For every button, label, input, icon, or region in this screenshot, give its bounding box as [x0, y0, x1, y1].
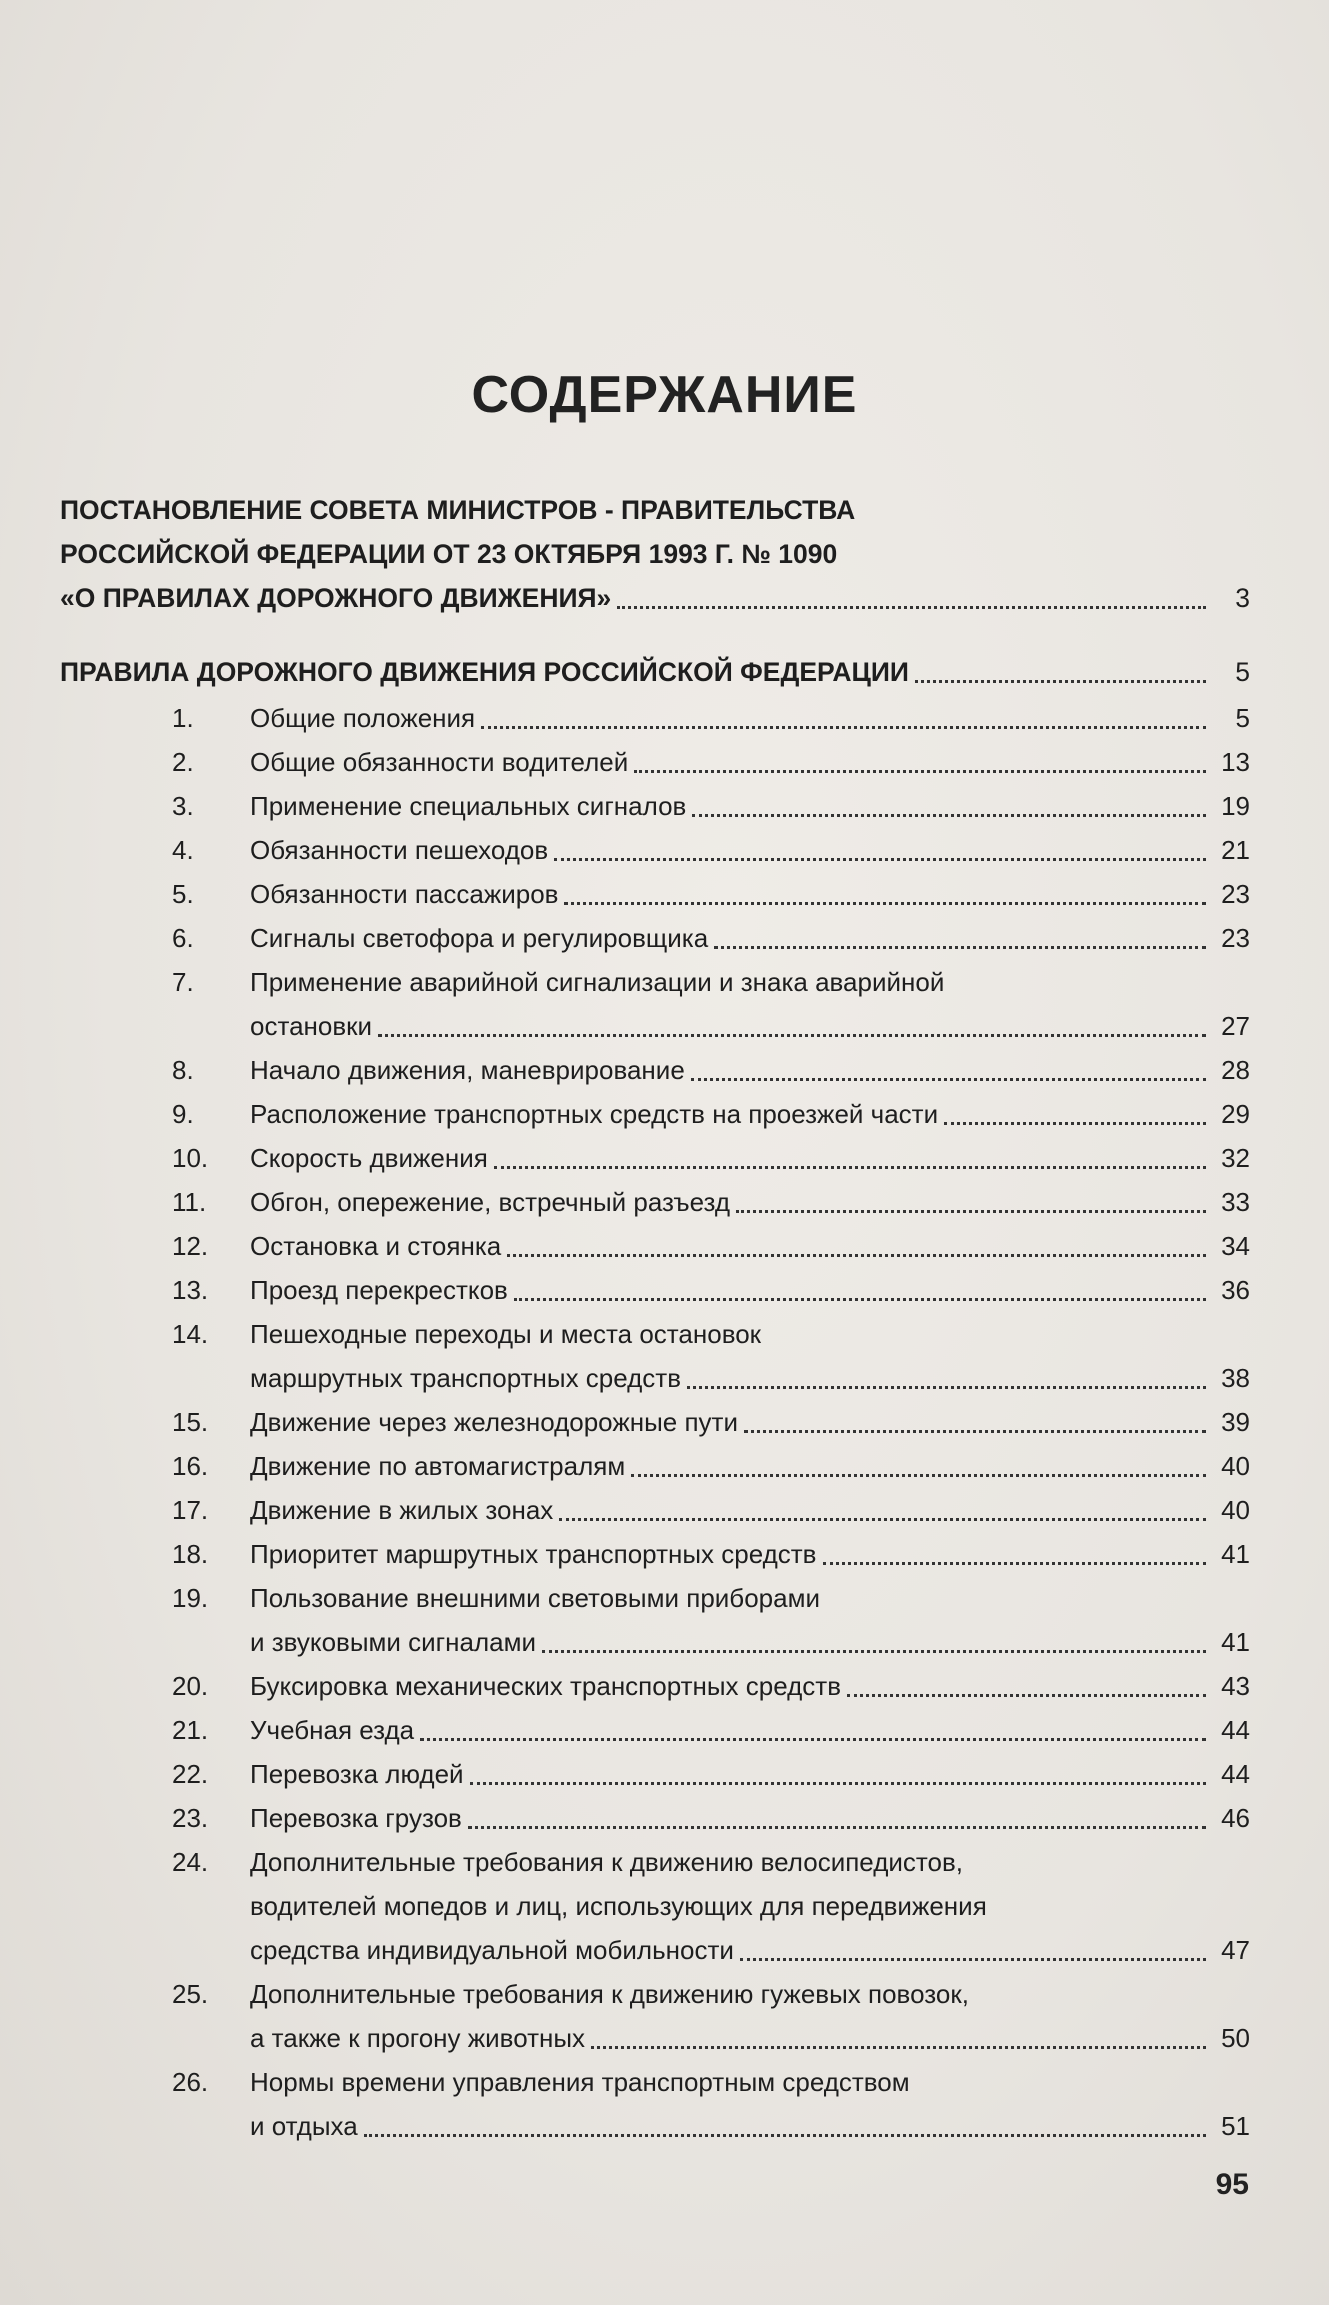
toc-entry-line: Пользование внешними световыми приборами: [250, 1583, 820, 1613]
toc-page-number: 21: [1221, 835, 1250, 865]
toc-entry-line: Перевозка людей: [250, 1759, 464, 1789]
toc-entry-line: средства индивидуальной мобильности: [250, 1935, 734, 1965]
dot-leader: [617, 605, 1206, 609]
toc-entry-number: 10.: [172, 1143, 209, 1173]
dot-leader: [944, 1121, 1206, 1125]
dot-leader: [378, 1033, 1206, 1037]
toc-entry[interactable]: [60, 960, 1250, 1048]
toc-entry-line: Расположение транспортных средств на проезжей части: [250, 1099, 939, 1129]
toc-entry[interactable]: [60, 1312, 1250, 1400]
toc-entry-line: и отдыха: [250, 2111, 358, 2141]
toc-entry-number: 23.: [172, 1803, 209, 1833]
toc-entry-number: 19.: [172, 1583, 209, 1613]
toc-page-number: 23: [1221, 923, 1250, 953]
dot-leader: [470, 1781, 1206, 1785]
toc-entry-number: 13.: [172, 1275, 209, 1305]
table-of-contents: [60, 488, 1250, 2148]
toc-entry-line: Общие обязанности водителей: [250, 747, 629, 777]
toc-page-number: 5: [1235, 703, 1250, 733]
toc-entry-line: и звуковыми сигналами: [250, 1627, 537, 1657]
toc-entry-line: Остановка и стоянка: [250, 1231, 502, 1261]
toc-entry-line: Дополнительные требования к движению гужевых повозок,: [250, 1979, 969, 2009]
toc-entry-number: 25.: [172, 1979, 209, 2009]
dot-leader: [591, 2045, 1206, 2049]
toc-entry-number: 2.: [172, 747, 194, 777]
toc-page-number: 33: [1221, 1187, 1250, 1217]
toc-entry-line: Учебная езда: [250, 1715, 415, 1745]
toc-page-number: 28: [1221, 1055, 1250, 1085]
toc-page-number: 36: [1221, 1275, 1250, 1305]
toc-entry-line: Перевозка грузов: [250, 1803, 462, 1833]
dot-leader: [507, 1253, 1206, 1257]
toc-page-number: 32: [1221, 1143, 1250, 1173]
toc-entry-line: Проезд перекрестков: [250, 1275, 508, 1305]
toc-entry-number: 1.: [172, 703, 194, 733]
toc-entry-line: остановки: [250, 1011, 373, 1041]
toc-entry[interactable]: [60, 1532, 1250, 1576]
dot-leader: [631, 1473, 1206, 1477]
toc-page-number: 5: [1235, 657, 1250, 687]
toc-entry[interactable]: [60, 1664, 1250, 1708]
toc-entry-line: «О ПРАВИЛАХ ДОРОЖНОГО ДВИЖЕНИЯ»: [60, 583, 612, 613]
toc-entry-line: Дополнительные требования к движению велосипедистов,: [250, 1847, 963, 1877]
toc-entry[interactable]: [60, 1708, 1250, 1752]
toc-entry-line: ПОСТАНОВЛЕНИЕ СОВЕТА МИНИСТРОВ - ПРАВИТЕЛЬСТВА: [60, 495, 856, 525]
toc-entry-number: 15.: [172, 1407, 209, 1437]
dot-leader: [691, 1077, 1206, 1081]
dot-leader: [736, 1209, 1206, 1213]
dot-leader: [564, 901, 1206, 905]
toc-entry[interactable]: [60, 2060, 1250, 2148]
toc-entry[interactable]: [60, 1092, 1250, 1136]
toc-entry-number: 16.: [172, 1451, 209, 1481]
toc-entry[interactable]: [60, 1180, 1250, 1224]
toc-entry-line: Нормы времени управления транспортным средством: [250, 2067, 910, 2097]
toc-page-number: 34: [1221, 1231, 1250, 1261]
toc-items: [60, 696, 1250, 2148]
toc-entry-number: 17.: [172, 1495, 209, 1525]
toc-entry-number: 3.: [172, 791, 194, 821]
toc-page-number: 50: [1221, 2023, 1250, 2053]
toc-entry[interactable]: [60, 1400, 1250, 1444]
toc-page-number: 47: [1221, 1935, 1250, 1965]
dot-leader: [554, 857, 1206, 861]
toc-entry-line: Движение по автомагистралям: [250, 1451, 626, 1481]
toc-page-number: 13: [1221, 747, 1250, 777]
dot-leader: [542, 1649, 1206, 1653]
toc-entry-line: Скорость движения: [250, 1143, 488, 1173]
toc-entry-line: Буксировка механических транспортных средств: [250, 1671, 842, 1701]
toc-entry-number: 11.: [172, 1187, 207, 1217]
toc-entry[interactable]: [60, 740, 1250, 784]
toc-entry[interactable]: [60, 1576, 1250, 1664]
toc-entry-line: Движение в жилых зонах: [250, 1495, 554, 1525]
toc-entry-number: 24.: [172, 1847, 209, 1877]
toc-entry-number: 21.: [172, 1715, 209, 1745]
toc-page-number: 38: [1221, 1363, 1250, 1393]
toc-entry-rules[interactable]: [60, 650, 1250, 694]
dot-leader: [915, 679, 1206, 683]
dot-leader: [481, 725, 1206, 729]
toc-entry-number: 7.: [172, 967, 194, 997]
dot-leader: [687, 1385, 1206, 1389]
toc-page-number: 3: [1235, 583, 1250, 613]
toc-page-number: 27: [1221, 1011, 1250, 1041]
toc-entry-number: 14.: [172, 1319, 209, 1349]
toc-entry-line: Пешеходные переходы и места остановок: [250, 1319, 762, 1349]
dot-leader: [823, 1561, 1207, 1565]
toc-page-number: 40: [1221, 1451, 1250, 1481]
toc-entry-number: 22.: [172, 1759, 209, 1789]
dot-leader: [420, 1737, 1206, 1741]
toc-entry-number: 4.: [172, 835, 194, 865]
toc-page-number: 23: [1221, 879, 1250, 909]
dot-leader: [847, 1693, 1206, 1697]
toc-entry[interactable]: [60, 828, 1250, 872]
toc-entry-number: 26.: [172, 2067, 209, 2097]
toc-entry-number: 20.: [172, 1671, 209, 1701]
toc-page-number: 39: [1221, 1407, 1250, 1437]
toc-entry-number: 8.: [172, 1055, 194, 1085]
dot-leader: [364, 2133, 1206, 2137]
toc-entry-line: Обязанности пассажиров: [250, 879, 559, 909]
toc-page-number: 44: [1221, 1715, 1250, 1745]
toc-entry[interactable]: [60, 1972, 1250, 2060]
toc-entry[interactable]: [60, 1488, 1250, 1532]
dot-leader: [744, 1429, 1206, 1433]
toc-entry-line: Начало движения, маневрирование: [250, 1055, 685, 1085]
toc-entry-number: 12.: [172, 1231, 209, 1261]
toc-entry[interactable]: [60, 916, 1250, 960]
toc-page-number: 43: [1221, 1671, 1250, 1701]
dot-leader: [494, 1165, 1206, 1169]
dot-leader: [468, 1825, 1206, 1829]
toc-entry[interactable]: [60, 1048, 1250, 1092]
dot-leader: [714, 945, 1206, 949]
toc-entry[interactable]: [60, 1752, 1250, 1796]
dot-leader: [559, 1517, 1206, 1521]
toc-page-number: 46: [1221, 1803, 1250, 1833]
toc-entry[interactable]: [60, 872, 1250, 916]
toc-entry-line: Обгон, опережение, встречный разъезд: [250, 1187, 731, 1217]
toc-entry-line: Сигналы светофора и регулировщика: [250, 923, 709, 953]
toc-entry-number: 9.: [172, 1099, 194, 1129]
dot-leader: [514, 1297, 1206, 1301]
page-title: СОДЕРЖАНИЕ: [471, 366, 858, 424]
toc-entry[interactable]: [60, 1796, 1250, 1840]
toc-entry-line: Движение через железнодорожные пути: [250, 1407, 738, 1437]
toc-heading: ПРАВИЛА ДОРОЖНОГО ДВИЖЕНИЯ РОССИЙСКОЙ ФЕДЕРАЦИИ: [60, 657, 909, 687]
toc-entry-number: 6.: [172, 923, 194, 953]
toc-entry[interactable]: [60, 1224, 1250, 1268]
dot-leader: [692, 813, 1206, 817]
dot-leader: [740, 1957, 1206, 1961]
toc-entry-line: маршрутных транспортных средств: [250, 1363, 682, 1393]
toc-entry-line: Общие положения: [250, 703, 476, 733]
toc-page-number: 40: [1221, 1495, 1250, 1525]
toc-entry-line: РОССИЙСКОЙ ФЕДЕРАЦИИ ОТ 23 ОКТЯБРЯ 1993 Г. № 1090: [60, 539, 838, 569]
toc-entry[interactable]: [60, 1840, 1250, 1972]
toc-entry-line: Обязанности пешеходов: [250, 835, 549, 865]
toc-entry-line: а также к прогону животных: [250, 2023, 586, 2053]
toc-entry-line: водителей мопедов и лиц, использующих для передвижения: [250, 1891, 987, 1921]
toc-page-number: 29: [1221, 1099, 1250, 1129]
page-number: 95: [1215, 2168, 1249, 2201]
toc-page-number: 19: [1221, 791, 1250, 821]
toc-entry-line: Применение специальных сигналов: [250, 791, 687, 821]
toc-entry-line: Применение аварийной сигнализации и знака аварийной: [250, 967, 945, 997]
toc-page-number: 44: [1221, 1759, 1250, 1789]
toc-entry[interactable]: [60, 1136, 1250, 1180]
toc-entry[interactable]: [60, 696, 1250, 740]
toc-entry[interactable]: [60, 1444, 1250, 1488]
toc-entry[interactable]: [60, 784, 1250, 828]
toc-entry-number: 5.: [172, 879, 194, 909]
toc-entry[interactable]: [60, 1268, 1250, 1312]
toc-entry-resolution[interactable]: [60, 488, 1250, 620]
toc-entry-line: Приоритет маршрутных транспортных средств: [250, 1539, 817, 1569]
toc-entry-number: 18.: [172, 1539, 209, 1569]
toc-page-number: 41: [1221, 1539, 1250, 1569]
toc-page-number: 41: [1221, 1627, 1250, 1657]
toc-page-number: 51: [1221, 2111, 1250, 2141]
dot-leader: [634, 769, 1206, 773]
